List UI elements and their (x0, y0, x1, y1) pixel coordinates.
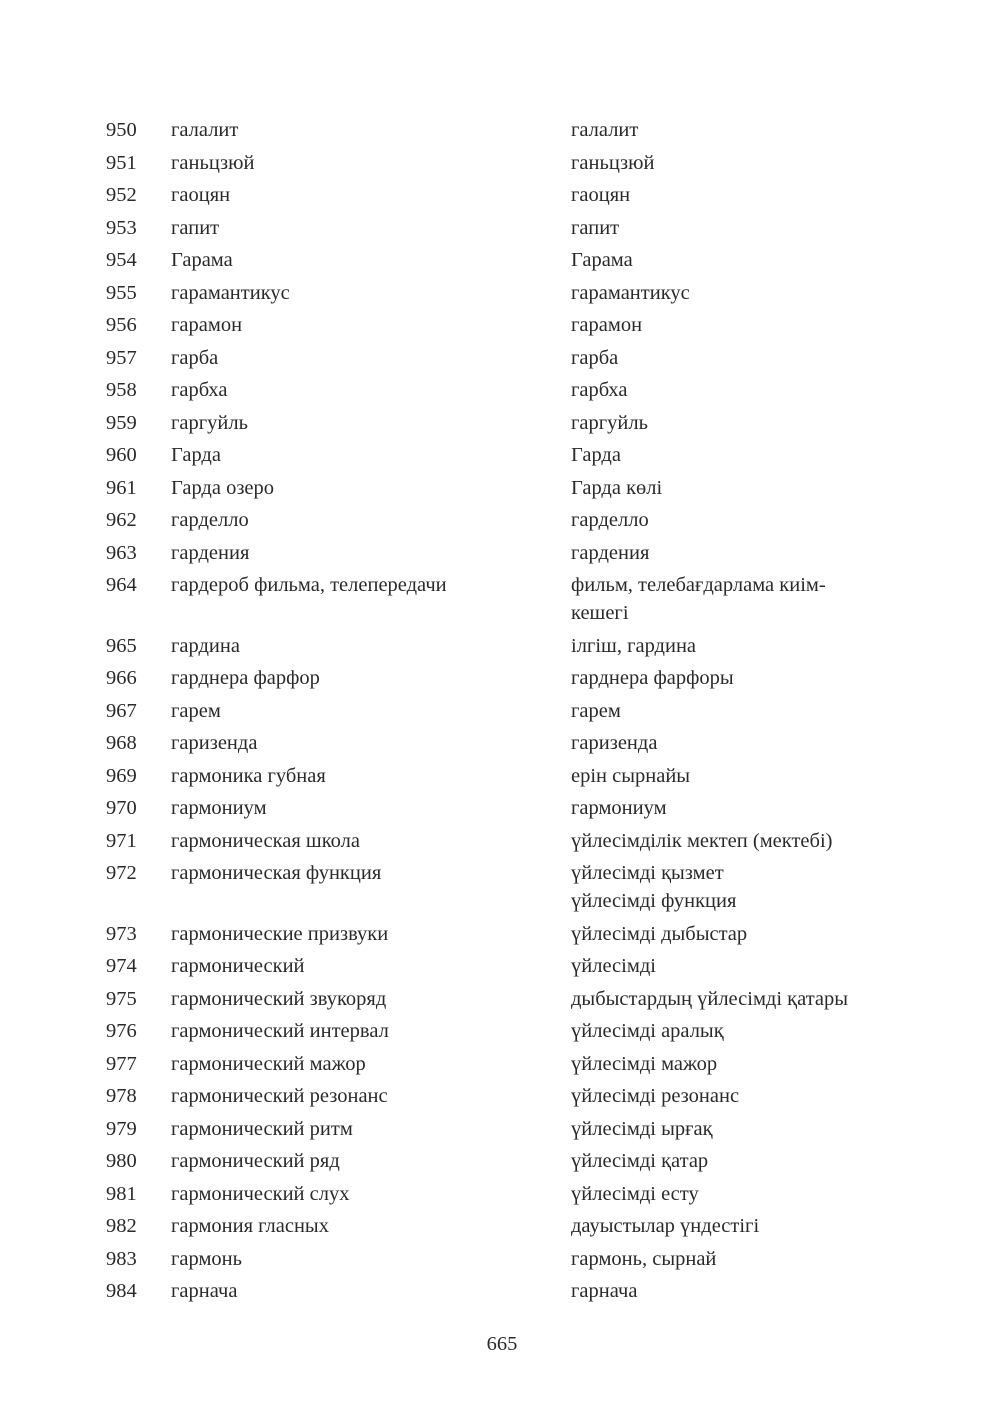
kazakh-term: үйлесімді дыбыстар (571, 922, 748, 945)
kazakh-term: Гарда (571, 444, 621, 466)
glossary-row (0, 1243, 1004, 1276)
glossary-table (0, 114, 1004, 1308)
kazakh-term: гарамантикус (571, 281, 690, 304)
russian-term: гаоцян (171, 184, 231, 206)
glossary-row (0, 342, 1004, 375)
glossary-row (0, 1015, 1004, 1048)
glossary-row (0, 918, 1004, 951)
kazakh-term: ерін сырнайы (571, 764, 691, 787)
entry-number: 962 (106, 509, 137, 531)
russian-term: гарамантикус (171, 281, 290, 304)
russian-term: гармонический интервал (171, 1020, 389, 1042)
russian-term: галалит (171, 119, 239, 141)
kazakh-term: үйлесімді (571, 955, 656, 977)
entry-number: 979 (106, 1117, 137, 1140)
kazakh-term: гардения (571, 541, 650, 564)
kazakh-term: галалит (571, 119, 639, 141)
glossary-row (0, 277, 1004, 310)
entry-number: 971 (106, 829, 137, 852)
russian-term: гармонь (171, 1247, 242, 1270)
russian-term: гармоника губная (171, 764, 326, 787)
glossary-row (0, 179, 1004, 212)
kazakh-term: гарднера фарфоры (571, 667, 734, 689)
entry-number: 973 (106, 922, 137, 945)
glossary-row (0, 472, 1004, 505)
glossary-row (0, 662, 1004, 695)
russian-term: гардина (171, 634, 240, 657)
glossary-row (0, 1178, 1004, 1211)
russian-term: гармонический (171, 955, 305, 977)
russian-term: гапит (171, 216, 220, 239)
kazakh-term: гармониум (571, 797, 667, 819)
entry-number: 976 (106, 1020, 137, 1042)
kazakh-term: гарнача (571, 1280, 638, 1302)
entry-number: 977 (106, 1052, 137, 1075)
glossary-row (0, 504, 1004, 537)
kazakh-term: үйлесімді аралық (571, 1020, 724, 1042)
russian-term: гаргуйль (171, 411, 248, 434)
glossary-row (0, 244, 1004, 277)
kazakh-term: үйлесімді қызмет үйлесімді функция (571, 862, 737, 912)
russian-term: гармонический мажор (171, 1052, 366, 1075)
entry-number: 960 (106, 444, 137, 466)
kazakh-term: гаоцян (571, 184, 631, 206)
glossary-row (0, 1145, 1004, 1178)
kazakh-term: фильм, телебағдарлама киім- кешегі (571, 574, 826, 624)
russian-term: гармониум (171, 797, 267, 819)
glossary-row (0, 309, 1004, 342)
russian-term: гармонический звукоряд (171, 987, 387, 1010)
kazakh-term: гаризенда (571, 732, 658, 754)
glossary-row (0, 950, 1004, 983)
entry-number: 957 (106, 346, 137, 369)
glossary-row (0, 695, 1004, 728)
russian-term: гармонический ритм (171, 1117, 353, 1140)
entry-number: 972 (106, 862, 137, 884)
russian-term: гарбха (171, 379, 228, 401)
kazakh-term: гарба (571, 346, 619, 369)
glossary-row (0, 569, 1004, 630)
glossary-row (0, 1113, 1004, 1146)
glossary-row (0, 114, 1004, 147)
entry-number: 958 (106, 379, 137, 401)
entry-number: 970 (106, 797, 137, 819)
russian-term: гармонический резонанс (171, 1085, 388, 1107)
kazakh-term: гарделло (571, 509, 649, 531)
entry-number: 982 (106, 1215, 137, 1237)
kazakh-term: Гарда көлі (571, 476, 663, 499)
entry-number: 983 (106, 1247, 137, 1270)
kazakh-term: гарамон (571, 314, 643, 336)
entry-number: 954 (106, 249, 137, 271)
russian-term: гарднера фарфор (171, 667, 320, 689)
russian-term: гарделло (171, 509, 249, 531)
glossary-row (0, 537, 1004, 570)
entry-number: 963 (106, 541, 137, 564)
glossary-row (0, 857, 1004, 918)
entry-number: 961 (106, 476, 137, 499)
russian-term: гармонические призвуки (171, 922, 389, 945)
entry-number: 966 (106, 667, 137, 689)
glossary-row (0, 212, 1004, 245)
kazakh-term: гармонь, сырнай (571, 1247, 717, 1270)
entry-number: 980 (106, 1150, 137, 1172)
glossary-row (0, 407, 1004, 440)
glossary-row (0, 825, 1004, 858)
glossary-row (0, 1048, 1004, 1081)
kazakh-term: гарбха (571, 379, 628, 401)
kazakh-term: гапит (571, 216, 620, 239)
entry-number: 981 (106, 1182, 137, 1205)
entry-number: 984 (106, 1280, 137, 1302)
entry-number: 953 (106, 216, 137, 239)
russian-term: Гарда озеро (171, 476, 275, 499)
entry-number: 968 (106, 732, 137, 754)
kazakh-term: ілгіш, гардина (571, 634, 697, 657)
kazakh-term: үйлесімділік мектеп (мектебі) (571, 829, 833, 852)
kazakh-term: үйлесімді мажор (571, 1052, 718, 1075)
entry-number: 965 (106, 634, 137, 657)
entry-number: 959 (106, 411, 137, 434)
russian-term: ганьцзюй (171, 151, 255, 174)
entry-number: 951 (106, 151, 137, 174)
russian-term: гармония гласных (171, 1215, 329, 1237)
glossary-row (0, 374, 1004, 407)
entry-number: 969 (106, 764, 137, 787)
kazakh-term: үйлесімді резонанс (571, 1085, 740, 1107)
glossary-row (0, 147, 1004, 180)
glossary-row (0, 792, 1004, 825)
russian-term: гарба (171, 346, 219, 369)
entry-number: 967 (106, 699, 137, 722)
kazakh-term: дауыстылар үндестігі (571, 1215, 760, 1237)
russian-term: гардероб фильма, телепередачи (171, 574, 447, 596)
russian-term: гармоническая школа (171, 829, 360, 852)
glossary-row (0, 1080, 1004, 1113)
kazakh-term: ганьцзюй (571, 151, 655, 174)
entry-number: 975 (106, 987, 137, 1010)
entry-number: 964 (106, 574, 137, 596)
russian-term: гарнача (171, 1280, 238, 1302)
glossary-row (0, 983, 1004, 1016)
glossary-row (0, 760, 1004, 793)
russian-term: гарамон (171, 314, 243, 336)
russian-term: Гарама (171, 249, 233, 271)
glossary-row (0, 727, 1004, 760)
russian-term: гарем (171, 699, 221, 722)
kazakh-term: үйлесімді ырғақ (571, 1117, 713, 1140)
kazakh-term: үйлесімді есту (571, 1182, 699, 1205)
glossary-row (0, 630, 1004, 663)
russian-term: гардения (171, 541, 250, 564)
glossary-row (0, 1275, 1004, 1308)
russian-term: гармоническая функция (171, 862, 382, 884)
kazakh-term: үйлесімді қатар (571, 1150, 709, 1172)
kazakh-term: гарем (571, 699, 621, 722)
glossary-row (0, 439, 1004, 472)
glossary-row (0, 1210, 1004, 1243)
russian-term: гаризенда (171, 732, 258, 754)
russian-term: гармонический слух (171, 1182, 350, 1205)
entry-number: 978 (106, 1085, 137, 1107)
kazakh-term: Гарама (571, 249, 633, 271)
russian-term: Гарда (171, 444, 221, 466)
page-number: 665 (486, 1333, 518, 1355)
entry-number: 974 (106, 955, 137, 977)
entry-number: 956 (106, 314, 137, 336)
kazakh-term: гаргуйль (571, 411, 648, 434)
russian-term: гармонический ряд (171, 1150, 340, 1172)
entry-number: 952 (106, 184, 137, 206)
entry-number: 955 (106, 281, 137, 304)
kazakh-term: дыбыстардың үйлесімді қатары (571, 987, 849, 1010)
entry-number: 950 (106, 119, 137, 141)
